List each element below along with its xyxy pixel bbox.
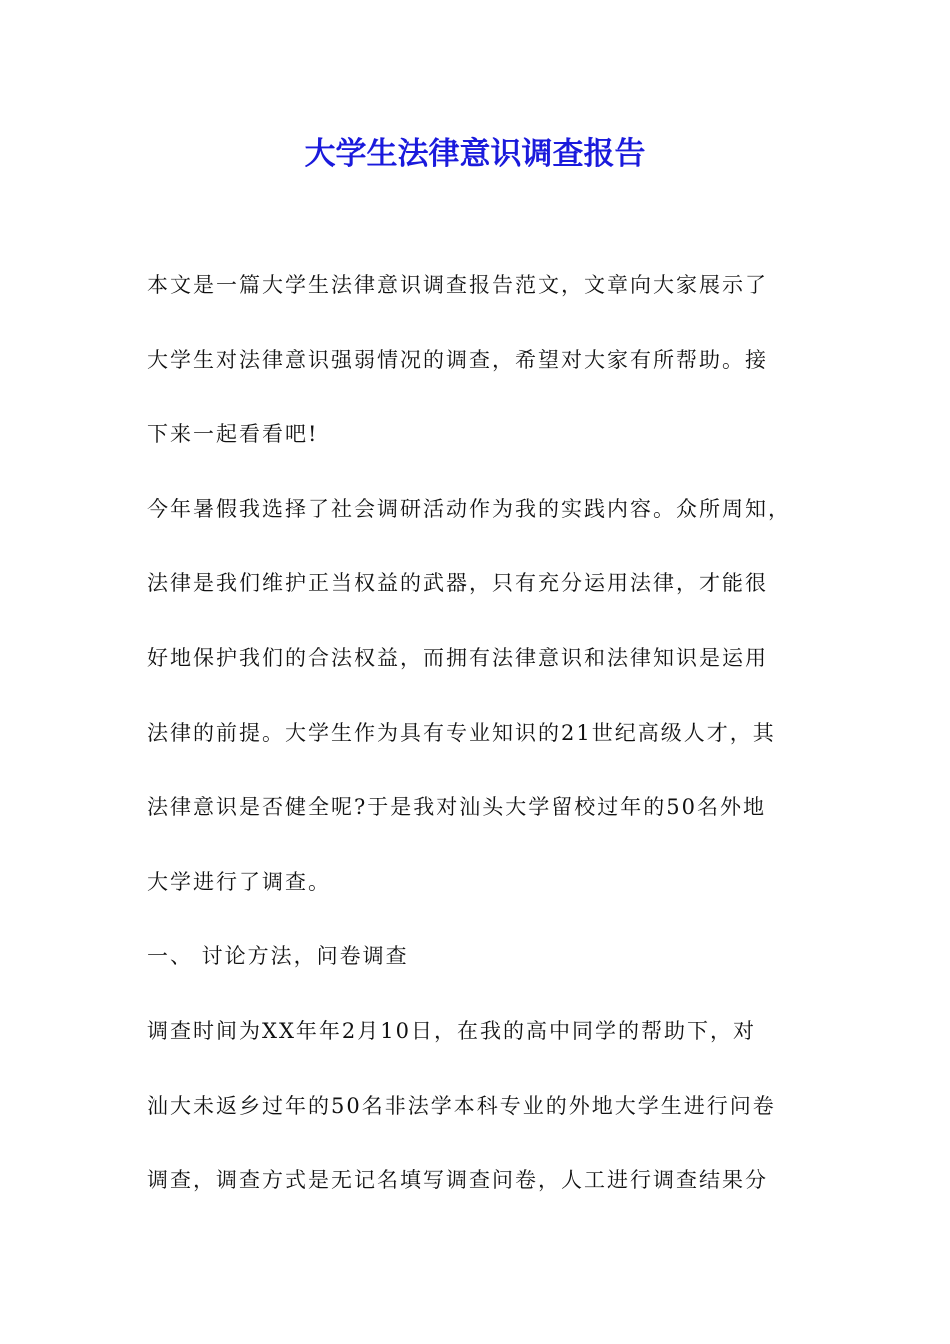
body-line: 调查，调查方式是无记名填写调查问卷，人工进行调查结果分 (147, 1168, 768, 1193)
body-line: 本文是一篇大学生法律意识调查报告范文，文章向大家展示了 (147, 273, 768, 297)
body-line: 调查时间为XX年年2月10日，在我的高中同学的帮助下，对 (147, 1018, 756, 1043)
section-heading: 一、 讨论方法，问卷调查 (147, 944, 409, 969)
body-line: 法律是我们维护正当权益的武器，只有充分运用法律，才能很 (147, 571, 768, 596)
body-line: 大学生对法律意识强弱情况的调查，希望对大家有所帮助。接 (147, 347, 768, 372)
body-line: 汕大未返乡过年的50名非法学本科专业的外地大学生进行问卷 (147, 1093, 776, 1118)
body-line: 法律意识是否健全呢?于是我对汕头大学留校过年的50名外地 (147, 795, 766, 820)
body-line: 法律的前提。大学生作为具有专业知识的21世纪高级人才，其 (147, 720, 776, 745)
body-line: 好地保护我们的合法权益，而拥有法律意识和法律知识是运用 (147, 645, 768, 670)
document-title: 大学生法律意识调查报告 (304, 136, 646, 172)
body-line: 大学进行了调查。 (147, 869, 331, 894)
body-line: 下来一起看看吧! (147, 422, 319, 447)
body-line: 今年暑假我选择了社会调研活动作为我的实践内容。众所周知， (147, 496, 791, 521)
document-body (147, 256, 817, 1226)
